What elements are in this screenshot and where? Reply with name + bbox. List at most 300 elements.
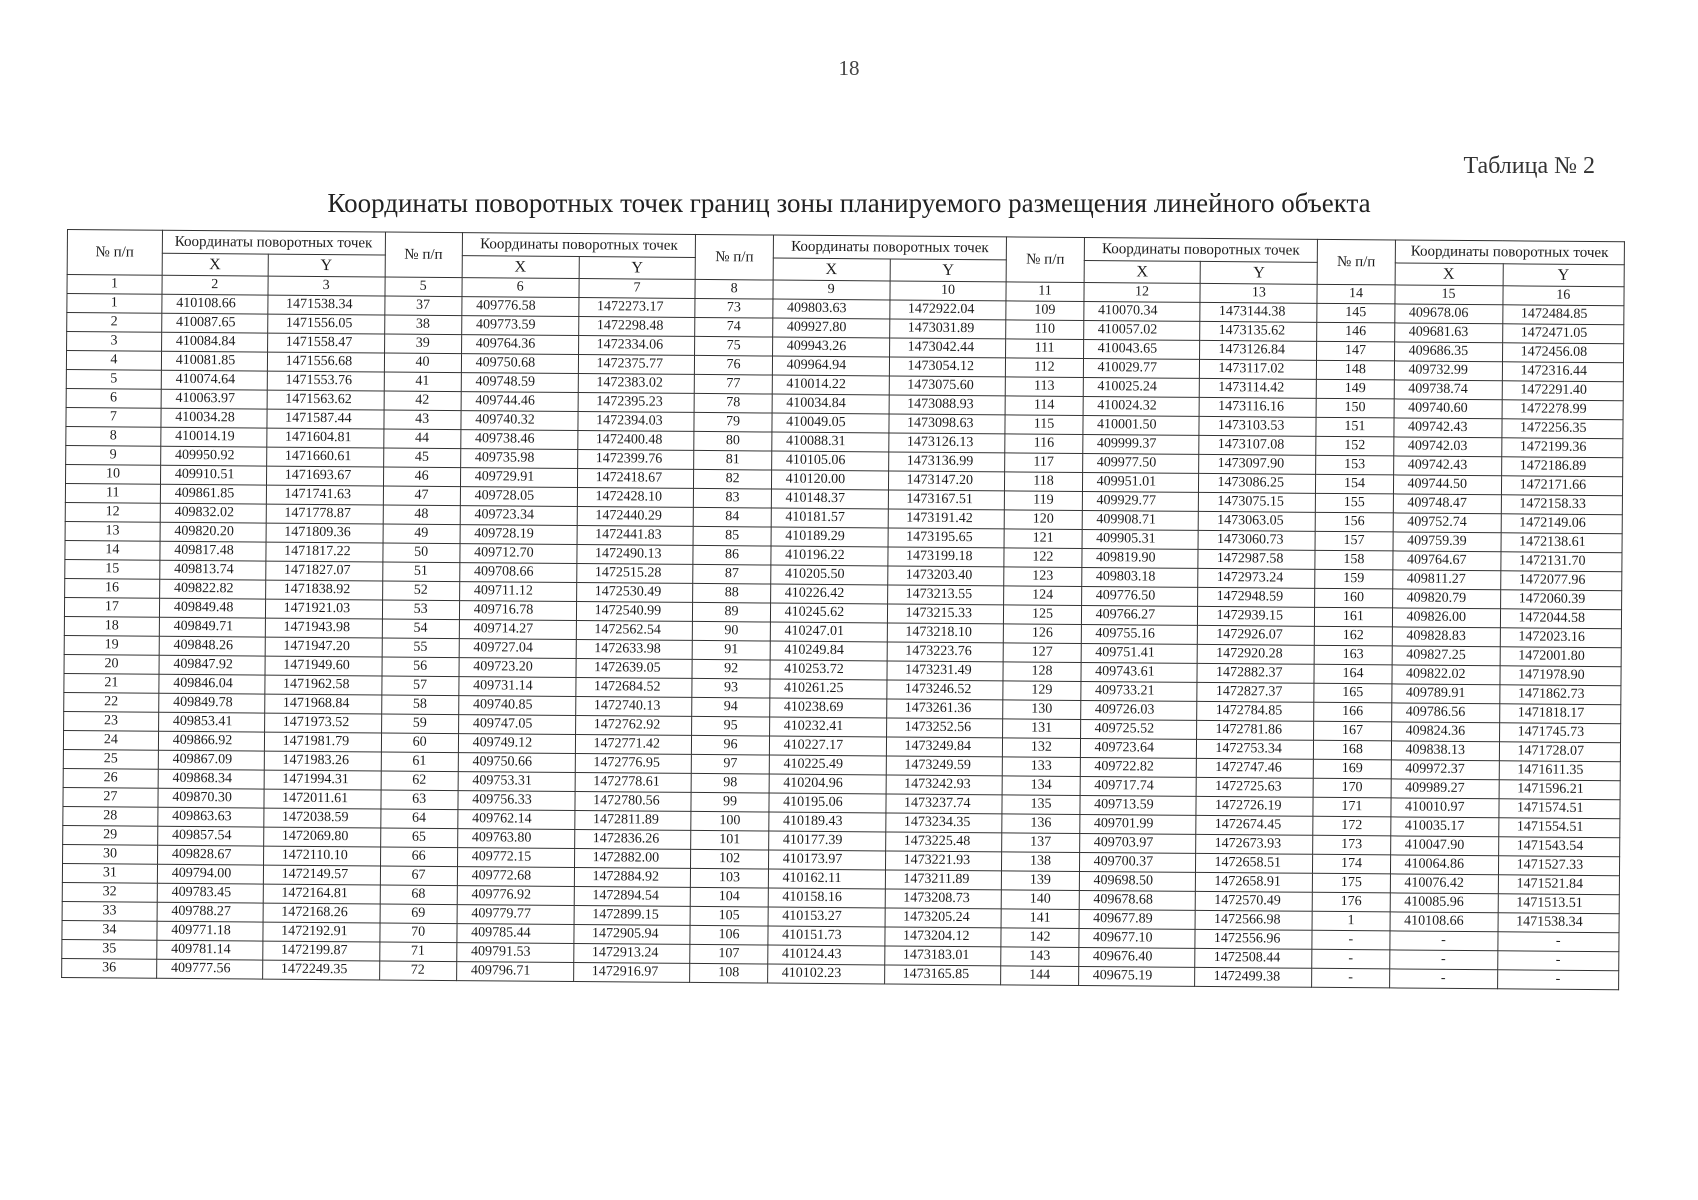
x-coordinate-cell: 409853.41 <box>158 712 264 732</box>
x-coordinate-cell: 410087.65 <box>162 313 268 333</box>
y-coordinate-cell: 1473088.93 <box>889 395 1006 415</box>
y-coordinate-cell: 1472278.99 <box>1502 400 1624 420</box>
x-coordinate-cell: 409929.77 <box>1082 491 1199 511</box>
x-coordinate-cell: 410177.39 <box>768 831 885 851</box>
y-coordinate-cell: 1471604.81 <box>266 428 383 448</box>
x-coordinate-cell: 409826.00 <box>1392 608 1500 628</box>
x-coordinate-cell: 410124.43 <box>767 945 884 965</box>
point-number-cell: 86 <box>693 545 770 565</box>
y-coordinate-cell: 1473215.33 <box>887 604 1004 624</box>
point-number-cell: 49 <box>383 524 460 544</box>
y-coordinate-cell: 1472899.15 <box>574 906 691 926</box>
x-coordinate-cell: 409750.66 <box>458 753 575 773</box>
x-coordinate-cell: 409743.61 <box>1081 662 1198 682</box>
point-number-cell: 12 <box>65 502 160 522</box>
x-coordinate-cell: 409676.40 <box>1078 947 1195 967</box>
x-coordinate-cell: 409698.50 <box>1079 871 1196 891</box>
x-coordinate-cell: 409742.43 <box>1393 418 1501 438</box>
y-coordinate-cell: 1473103.53 <box>1199 416 1316 436</box>
y-coordinate-cell: 1472199.36 <box>1501 438 1623 458</box>
point-number-cell: 111 <box>1006 339 1083 359</box>
x-coordinate-cell: 410001.50 <box>1083 415 1200 435</box>
y-coordinate-cell: 1472905.94 <box>573 925 690 945</box>
y-coordinate-cell: 1471563.62 <box>267 390 384 410</box>
table-header <box>67 230 1624 306</box>
point-number-cell: 35 <box>62 939 157 959</box>
point-number-cell: 46 <box>383 467 460 487</box>
x-coordinate-cell: 409740.32 <box>461 411 578 431</box>
point-number-cell: 160 <box>1315 588 1392 608</box>
point-number-cell: 153 <box>1316 455 1393 475</box>
point-number-cell: 155 <box>1316 493 1393 513</box>
y-coordinate-cell: 1473246.52 <box>886 680 1003 700</box>
y-coordinate-cell: 1472383.02 <box>578 374 695 394</box>
y-coordinate-cell: 1471809.36 <box>266 523 383 543</box>
y-coordinate-cell: 1471978.90 <box>1500 666 1622 686</box>
point-number-cell: 63 <box>381 790 458 810</box>
point-number-cell: 52 <box>382 581 459 601</box>
point-number-cell: 135 <box>1002 795 1079 815</box>
y-coordinate-cell: 1473205.24 <box>885 908 1002 928</box>
y-coordinate-cell: 1473225.48 <box>885 832 1002 852</box>
point-number-cell: 95 <box>692 716 769 736</box>
y-coordinate-cell: 1472273.17 <box>578 298 695 318</box>
y-coordinate-cell: 1472038.59 <box>263 808 380 828</box>
point-number-cell: 100 <box>691 811 768 831</box>
point-number-cell: 165 <box>1314 683 1391 703</box>
y-coordinate-cell: 1472149.57 <box>263 865 380 885</box>
point-number-cell: 103 <box>691 868 768 888</box>
y-coordinate-cell: - <box>1497 951 1619 971</box>
column-number: 2 <box>162 275 268 295</box>
x-coordinate-cell: 409701.99 <box>1079 814 1196 834</box>
point-number-cell: 74 <box>695 317 772 337</box>
x-coordinate-cell: 409803.18 <box>1081 567 1198 587</box>
x-coordinate-cell: 409820.20 <box>160 522 266 542</box>
point-number-cell: 107 <box>690 944 767 964</box>
point-number-cell: 42 <box>384 391 461 411</box>
point-number-cell: 119 <box>1005 491 1082 511</box>
point-number-cell: 146 <box>1317 322 1394 342</box>
point-number-cell: 39 <box>384 334 461 354</box>
y-coordinate-cell: 1472441.83 <box>577 526 694 546</box>
x-coordinate-cell: - <box>1389 969 1497 989</box>
x-coordinate-cell: 409828.67 <box>157 845 263 865</box>
point-number-cell: 16 <box>65 578 160 598</box>
y-coordinate-cell: 1473042.44 <box>889 338 1006 358</box>
y-coordinate-cell: 1472428.10 <box>577 488 694 508</box>
point-number-cell: 171 <box>1313 797 1390 817</box>
y-coordinate-cell: 1471962.58 <box>265 675 382 695</box>
x-coordinate-cell: 409905.31 <box>1082 529 1199 549</box>
point-number-cell: 5 <box>66 369 161 389</box>
point-number-cell: 96 <box>692 735 769 755</box>
x-coordinate-cell: 410189.43 <box>768 812 885 832</box>
y-coordinate-cell: 1471728.07 <box>1499 742 1621 762</box>
point-number-cell: 147 <box>1317 341 1394 361</box>
x-coordinate-cell: 409977.50 <box>1082 453 1199 473</box>
point-number-cell: 115 <box>1005 415 1082 435</box>
point-number-cell: - <box>1312 949 1389 969</box>
header-coords: Координаты поворотных точек <box>1395 240 1625 265</box>
header-x: X <box>773 258 890 281</box>
point-number-cell: - <box>1312 968 1389 988</box>
point-number-cell: 40 <box>384 353 461 373</box>
x-coordinate-cell: 409951.01 <box>1082 472 1199 492</box>
y-coordinate-cell: 1471818.17 <box>1499 704 1621 724</box>
y-coordinate-cell: 1471527.33 <box>1498 856 1620 876</box>
x-coordinate-cell: 409964.94 <box>772 356 889 376</box>
header-num: № п/п <box>67 230 162 276</box>
point-number-cell: 4 <box>66 351 161 371</box>
point-number-cell: 101 <box>691 830 768 850</box>
point-number-cell: 150 <box>1316 398 1393 418</box>
header-y: Y <box>890 259 1007 282</box>
x-coordinate-cell: 409764.36 <box>461 335 578 355</box>
y-coordinate-cell: 1472168.26 <box>263 903 380 923</box>
x-coordinate-cell: 409786.56 <box>1391 703 1499 723</box>
column-number: 16 <box>1503 286 1625 306</box>
x-coordinate-cell: 409803.63 <box>772 299 889 319</box>
y-coordinate-cell: 1473117.02 <box>1200 359 1317 379</box>
y-coordinate-cell: 1472499.38 <box>1195 967 1312 987</box>
y-coordinate-cell: 1473075.60 <box>889 376 1006 396</box>
column-number: 12 <box>1084 282 1201 302</box>
y-coordinate-cell: 1472771.42 <box>575 735 692 755</box>
x-coordinate-cell: 409838.13 <box>1391 741 1499 761</box>
point-number-cell: 62 <box>381 771 458 791</box>
y-coordinate-cell: 1472508.44 <box>1195 948 1312 968</box>
x-coordinate-cell: 410088.31 <box>771 432 888 452</box>
y-coordinate-cell: 1472394.03 <box>578 412 695 432</box>
y-coordinate-cell: 1472077.96 <box>1500 571 1622 591</box>
y-coordinate-cell: 1472762.92 <box>575 716 692 736</box>
y-coordinate-cell: 1473114.42 <box>1200 378 1317 398</box>
point-number-cell: 157 <box>1315 531 1392 551</box>
y-coordinate-cell: 1471862.73 <box>1499 685 1621 705</box>
x-coordinate-cell: 409677.89 <box>1079 909 1196 929</box>
point-number-cell: 117 <box>1005 453 1082 473</box>
y-coordinate-cell: 1473183.01 <box>884 946 1001 966</box>
x-coordinate-cell: 409727.04 <box>459 639 576 659</box>
y-coordinate-cell: 1471693.67 <box>266 466 383 486</box>
x-coordinate-cell: 409678.68 <box>1079 890 1196 910</box>
y-coordinate-cell: 1471543.54 <box>1498 837 1620 857</box>
x-coordinate-cell: 409785.44 <box>457 924 574 944</box>
x-coordinate-cell: 409832.02 <box>160 503 266 523</box>
x-coordinate-cell: 410232.41 <box>769 717 886 737</box>
column-number: 11 <box>1006 282 1083 302</box>
y-coordinate-cell: 1472673.93 <box>1196 834 1313 854</box>
x-coordinate-cell: 409791.53 <box>456 943 573 963</box>
x-coordinate-cell: 409789.91 <box>1391 684 1499 704</box>
header-coords: Координаты поворотных точек <box>462 233 696 258</box>
point-number-cell: 109 <box>1006 301 1083 321</box>
y-coordinate-cell: 1472674.45 <box>1196 815 1313 835</box>
y-coordinate-cell: 1471556.05 <box>267 314 384 334</box>
point-number-cell: 1 <box>1312 911 1389 931</box>
x-coordinate-cell: 409723.34 <box>460 506 577 526</box>
x-coordinate-cell: 409943.26 <box>772 337 889 357</box>
point-number-cell: 143 <box>1001 947 1078 967</box>
x-coordinate-cell: 409731.14 <box>459 677 576 697</box>
point-number-cell: 163 <box>1314 645 1391 665</box>
y-coordinate-cell: 1472484.85 <box>1502 305 1624 325</box>
point-number-cell: 58 <box>381 695 458 715</box>
x-coordinate-cell: 409716.78 <box>459 601 576 621</box>
y-coordinate-cell: 1471556.68 <box>267 352 384 372</box>
point-number-cell: 133 <box>1003 757 1080 777</box>
y-coordinate-cell: 1473242.93 <box>886 775 1003 795</box>
point-number-cell: 14 <box>65 540 160 560</box>
x-coordinate-cell: 409999.37 <box>1082 434 1199 454</box>
y-coordinate-cell: 1471827.07 <box>265 561 382 581</box>
point-number-cell: 33 <box>62 901 157 921</box>
y-coordinate-cell: 1473208.73 <box>885 889 1002 909</box>
y-coordinate-cell: 1472158.33 <box>1501 495 1623 515</box>
y-coordinate-cell: 1472753.34 <box>1197 739 1314 759</box>
x-coordinate-cell: 409742.43 <box>1393 456 1501 476</box>
y-coordinate-cell: 1473136.99 <box>888 452 1005 472</box>
point-number-cell: 127 <box>1004 643 1081 663</box>
point-number-cell: - <box>1312 930 1389 950</box>
y-coordinate-cell: 1472164.81 <box>263 884 380 904</box>
column-number: 8 <box>695 279 772 299</box>
x-coordinate-cell: - <box>1389 950 1497 970</box>
x-coordinate-cell: 410084.84 <box>161 332 267 352</box>
x-coordinate-cell: 409868.34 <box>158 769 264 789</box>
x-coordinate-cell: 409866.92 <box>158 731 264 751</box>
y-coordinate-cell: 1473126.84 <box>1200 340 1317 360</box>
y-coordinate-cell: 1472192.91 <box>263 922 380 942</box>
y-coordinate-cell: 1471574.51 <box>1498 799 1620 819</box>
column-number: 15 <box>1394 285 1502 305</box>
point-number-cell: 23 <box>64 711 159 731</box>
y-coordinate-cell: 1473213.55 <box>887 585 1004 605</box>
x-coordinate-cell: 409748.47 <box>1393 494 1501 514</box>
y-coordinate-cell: 1472684.52 <box>575 678 692 698</box>
point-number-cell: 167 <box>1314 721 1391 741</box>
x-coordinate-cell: 409989.27 <box>1391 779 1499 799</box>
point-number-cell: 88 <box>693 583 770 603</box>
y-coordinate-cell: 1473249.59 <box>886 756 1003 776</box>
point-number-cell: 122 <box>1004 548 1081 568</box>
point-number-cell: 162 <box>1315 626 1392 646</box>
point-number-cell: 175 <box>1313 873 1390 893</box>
x-coordinate-cell: 409750.68 <box>461 354 578 374</box>
y-coordinate-cell: 1473107.08 <box>1199 435 1316 455</box>
point-number-cell: 50 <box>382 543 459 563</box>
y-coordinate-cell: 1473126.13 <box>888 433 1005 453</box>
point-number-cell: 20 <box>64 654 159 674</box>
x-coordinate-cell: 410148.37 <box>771 489 888 509</box>
x-coordinate-cell: 410196.22 <box>771 546 888 566</box>
point-number-cell: 112 <box>1006 358 1083 378</box>
y-coordinate-cell: 1472778.61 <box>575 773 692 793</box>
table-body <box>62 294 1624 990</box>
y-coordinate-cell: 1473218.10 <box>887 623 1004 643</box>
x-coordinate-cell: 410247.01 <box>770 622 887 642</box>
x-coordinate-cell: 409703.97 <box>1079 833 1196 853</box>
point-number-cell: 129 <box>1003 681 1080 701</box>
point-number-cell: 82 <box>694 469 771 489</box>
point-number-cell: 71 <box>379 942 456 962</box>
header-coords: Координаты поворотных точек <box>1084 237 1318 262</box>
point-number-cell: 97 <box>692 754 769 774</box>
point-number-cell: 85 <box>694 526 771 546</box>
y-coordinate-cell: 1472725.63 <box>1197 777 1314 797</box>
x-coordinate-cell: 410024.32 <box>1083 396 1200 416</box>
x-coordinate-cell: 409708.66 <box>459 563 576 583</box>
x-coordinate-cell: 410029.77 <box>1083 358 1200 378</box>
point-number-cell: 108 <box>690 963 767 983</box>
header-x: X <box>1084 260 1201 283</box>
x-coordinate-cell: 410025.24 <box>1083 377 1200 397</box>
y-coordinate-cell: 1473203.40 <box>887 566 1004 586</box>
point-number-cell: 91 <box>693 640 770 660</box>
y-coordinate-cell: 1471778.87 <box>266 504 383 524</box>
x-coordinate-cell: 409788.27 <box>157 902 263 922</box>
column-number: 6 <box>462 278 579 298</box>
x-coordinate-cell: 409686.35 <box>1394 342 1502 362</box>
x-coordinate-cell: 410153.27 <box>768 907 885 927</box>
y-coordinate-cell: 1472490.13 <box>576 545 693 565</box>
point-number-cell: 55 <box>382 638 459 658</box>
y-coordinate-cell: 1471968.84 <box>264 694 381 714</box>
x-coordinate-cell: 409848.26 <box>159 636 265 656</box>
y-coordinate-cell: 1473223.76 <box>887 642 1004 662</box>
point-number-cell: 22 <box>64 692 159 712</box>
y-coordinate-cell: 1472570.49 <box>1196 891 1313 911</box>
y-coordinate-cell: 1472011.61 <box>264 789 381 809</box>
point-number-cell: 76 <box>695 355 772 375</box>
point-number-cell: 64 <box>380 809 457 829</box>
point-number-cell: 94 <box>692 697 769 717</box>
point-number-cell: 139 <box>1002 871 1079 891</box>
point-number-cell: 54 <box>382 619 459 639</box>
x-coordinate-cell: 409675.19 <box>1078 966 1195 986</box>
column-number: 5 <box>385 277 462 297</box>
x-coordinate-cell: 410205.50 <box>770 565 887 585</box>
x-coordinate-cell: 410120.00 <box>771 470 888 490</box>
x-coordinate-cell: 410108.66 <box>1390 912 1498 932</box>
point-number-cell: 43 <box>383 410 460 430</box>
y-coordinate-cell: 1472556.96 <box>1195 929 1312 949</box>
y-coordinate-cell: 1471513.51 <box>1498 894 1620 914</box>
x-coordinate-cell: 410076.42 <box>1390 874 1498 894</box>
y-coordinate-cell: 1471973.52 <box>264 713 381 733</box>
point-number-cell: 90 <box>693 621 770 641</box>
y-coordinate-cell: - <box>1497 932 1619 952</box>
x-coordinate-cell: 409776.58 <box>462 297 579 317</box>
y-coordinate-cell: 1472973.24 <box>1198 568 1315 588</box>
x-coordinate-cell: 409777.56 <box>156 959 262 979</box>
x-coordinate-cell: 409822.82 <box>159 579 265 599</box>
page-number: 18 <box>838 56 860 80</box>
point-number-cell: 27 <box>63 787 158 807</box>
point-number-cell: 116 <box>1005 434 1082 454</box>
y-coordinate-cell: 1471554.51 <box>1498 818 1620 838</box>
point-number-cell: 28 <box>63 806 158 826</box>
column-number: 14 <box>1317 284 1394 304</box>
x-coordinate-cell: 410189.29 <box>771 527 888 547</box>
header-x: X <box>162 253 268 276</box>
x-coordinate-cell: 410238.69 <box>769 698 886 718</box>
point-number-cell: 68 <box>380 885 457 905</box>
y-coordinate-cell: 1472882.00 <box>574 849 691 869</box>
x-coordinate-cell: 409735.98 <box>460 449 577 469</box>
y-coordinate-cell: 1473199.18 <box>887 547 1004 567</box>
y-coordinate-cell: 1473211.89 <box>885 870 1002 890</box>
y-coordinate-cell: 1471981.79 <box>264 732 381 752</box>
point-number-cell: 124 <box>1004 586 1081 606</box>
y-coordinate-cell: 1473165.85 <box>884 965 1001 985</box>
point-number-cell: 126 <box>1004 624 1081 644</box>
y-coordinate-cell: 1472948.59 <box>1198 587 1315 607</box>
point-number-cell: 7 <box>66 407 161 427</box>
x-coordinate-cell: 409766.27 <box>1081 605 1198 625</box>
point-number-cell: 13 <box>65 521 160 541</box>
y-coordinate-cell: 1473147.20 <box>888 471 1005 491</box>
point-number-cell: 32 <box>62 882 157 902</box>
point-number-cell: 142 <box>1001 928 1078 948</box>
point-number-cell: 61 <box>381 752 458 772</box>
y-coordinate-cell: 1473116.16 <box>1200 397 1317 417</box>
y-coordinate-cell: 1471943.98 <box>265 618 382 638</box>
y-coordinate-cell: 1471538.34 <box>267 295 384 315</box>
y-coordinate-cell: 1472827.37 <box>1197 682 1314 702</box>
y-coordinate-cell: 1471741.63 <box>266 485 383 505</box>
x-coordinate-cell: 409751.41 <box>1081 643 1198 663</box>
x-coordinate-cell: 409728.05 <box>460 487 577 507</box>
point-number-cell: 131 <box>1003 719 1080 739</box>
point-number-cell: 141 <box>1001 909 1078 929</box>
x-coordinate-cell: 410047.90 <box>1390 836 1498 856</box>
x-coordinate-cell: 409726.03 <box>1080 700 1197 720</box>
y-coordinate-cell: 1471587.44 <box>267 409 384 429</box>
point-number-cell: 60 <box>381 733 458 753</box>
y-coordinate-cell: 1472149.06 <box>1501 514 1623 534</box>
point-number-cell: 173 <box>1313 835 1390 855</box>
y-coordinate-cell: 1472740.13 <box>575 697 692 717</box>
point-number-cell: 38 <box>384 315 461 335</box>
x-coordinate-cell: 409779.77 <box>457 905 574 925</box>
point-number-cell: 174 <box>1313 854 1390 874</box>
header-coords: Координаты поворотных точек <box>773 235 1007 260</box>
y-coordinate-cell: 1472471.05 <box>1502 324 1624 344</box>
point-number-cell: 149 <box>1317 379 1394 399</box>
point-number-cell: 31 <box>62 863 157 883</box>
x-coordinate-cell: 409762.14 <box>458 810 575 830</box>
x-coordinate-cell: 410162.11 <box>768 869 885 889</box>
y-coordinate-cell: 1472186.89 <box>1501 457 1623 477</box>
point-number-cell: 30 <box>63 844 158 864</box>
header-x: X <box>462 256 579 279</box>
y-coordinate-cell: 1472658.51 <box>1196 853 1313 873</box>
x-coordinate-cell: 410035.17 <box>1390 817 1498 837</box>
y-coordinate-cell: 1472418.67 <box>577 469 694 489</box>
y-coordinate-cell: 1473195.65 <box>888 528 1005 548</box>
column-number: 3 <box>268 276 385 296</box>
y-coordinate-cell: 1472747.46 <box>1197 758 1314 778</box>
point-number-cell: 15 <box>65 559 160 579</box>
y-coordinate-cell: 1471538.34 <box>1498 913 1620 933</box>
point-number-cell: 159 <box>1315 569 1392 589</box>
x-coordinate-cell: 410063.97 <box>161 389 267 409</box>
y-coordinate-cell: 1473261.36 <box>886 699 1003 719</box>
point-number-cell: 176 <box>1313 892 1390 912</box>
y-coordinate-cell: 1472922.04 <box>889 300 1006 320</box>
